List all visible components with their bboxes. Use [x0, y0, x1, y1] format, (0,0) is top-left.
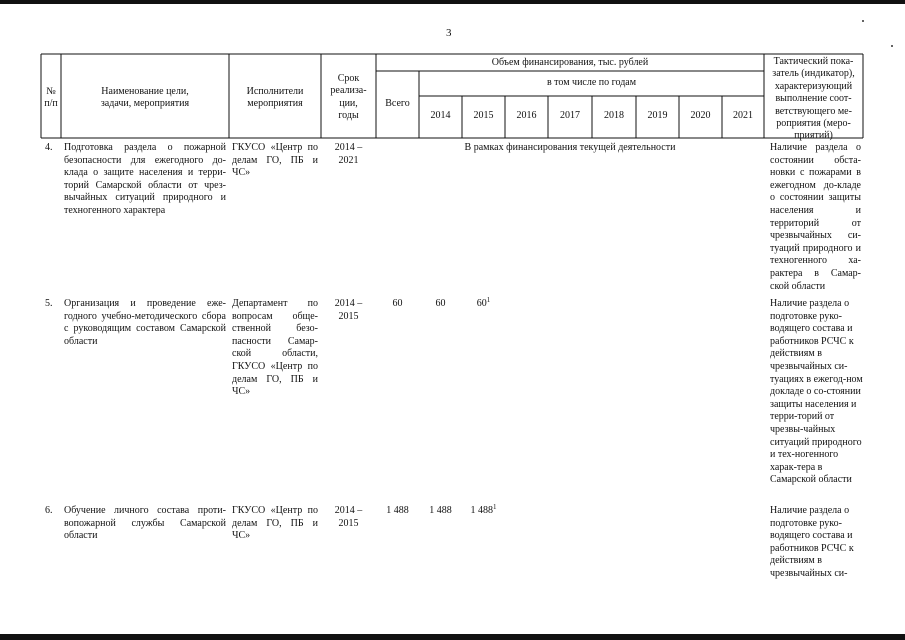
header-year: 2021 [733, 110, 753, 121]
header-year: 2017 [560, 110, 580, 121]
row-2015 [462, 298, 505, 311]
header-year: 2016 [516, 110, 537, 121]
header-year: 2018 [604, 110, 624, 121]
row-period: 2014 – 2021 [334, 142, 363, 166]
row-executors: ГКУСО «Центр по делам ГО, ПБ и ЧС» [232, 505, 318, 542]
row-total: 60 [392, 298, 403, 309]
row-indicator: Наличие раздела о подготовке руко-водящего состава и работников РСЧС к действиям в чрезвычайных си- [770, 505, 854, 579]
row-period: 2014 – 2015 [334, 298, 363, 322]
header-num: № п/п [44, 86, 58, 110]
row-2015-value: 1 488 [470, 505, 493, 516]
row-indicator: Наличие раздела о состоянии обста-новки с пожарами в ежегодном до-кладе о состоянии защиты населения и территорий от чрезвычайных си-туаций природного и техногенного ха-рактера в Самар-ской области [770, 142, 861, 292]
row-name: Организация и проведение еже-годного учебно-методического сбора с руководящим составом Самарской области [64, 298, 226, 347]
footnote-mark: 1 [493, 503, 497, 511]
row-number: 6. [45, 505, 53, 516]
header-period: Срок реализа- ции, годы [330, 73, 367, 122]
row-name: Обучение личного состава проти-вопожарной службы Самарской области [64, 505, 226, 542]
row-2014: 1 488 [429, 505, 452, 516]
row-executors: Департамент по вопросам обще-ственной безо-пасности Самар-ской области, ГКУСО «Центр по делам ГО, ПБ и ЧС» [232, 298, 318, 398]
row-2015 [462, 505, 505, 518]
page-number: 3 [446, 27, 452, 39]
header-year: 2015 [473, 110, 494, 121]
header-executors: Исполнители мероприятия [246, 86, 304, 110]
header-total: Всего [385, 98, 410, 109]
header-year: 2019 [647, 110, 668, 121]
row-2014: 60 [435, 298, 446, 309]
row-number: 4. [45, 142, 53, 153]
row-2015-value: 60 [476, 298, 487, 309]
row-executors: ГКУСО «Центр по делам ГО, ПБ и ЧС» [232, 142, 318, 179]
row-indicator: Наличие раздела о подготовке руко-водящего состава и работников РСЧС к действиям в чрезвычайных си-туациях в ежегод-ном докладе о со-стоянии защиты населения и терри-торий от чрезвы-чайных ситуаций природного и тех-ногенного харак-тера в Самарской области [770, 298, 863, 486]
header-name: Наименование цели, задачи, мероприятия [100, 86, 190, 110]
row-merged-note: В рамках финансирования текущей деятельности [464, 142, 676, 153]
row-total: 1 488 [386, 505, 409, 516]
header-funding: Объем финансирования, тыс. рублей [491, 57, 649, 68]
header-year: 2014 [430, 110, 451, 121]
row-name: Подготовка раздела о пожарной безопасности для ежегодного до-клада о защите населения и терри-торий Самарской области от чрез-вычайных ситуаций природного и техногенного характера [64, 142, 226, 216]
row-period: 2014 – 2015 [334, 505, 363, 529]
row-number: 5. [45, 298, 53, 309]
header-year: 2020 [690, 110, 711, 121]
header-by-years: в том числе по годам [546, 77, 637, 88]
footnote-mark: 1 [486, 296, 491, 304]
header-indicator: Тактический пока- затель (индикатор), характеризующий выполнение соот- ветствующего ме- роприятия (меро- приятий) [772, 56, 855, 142]
